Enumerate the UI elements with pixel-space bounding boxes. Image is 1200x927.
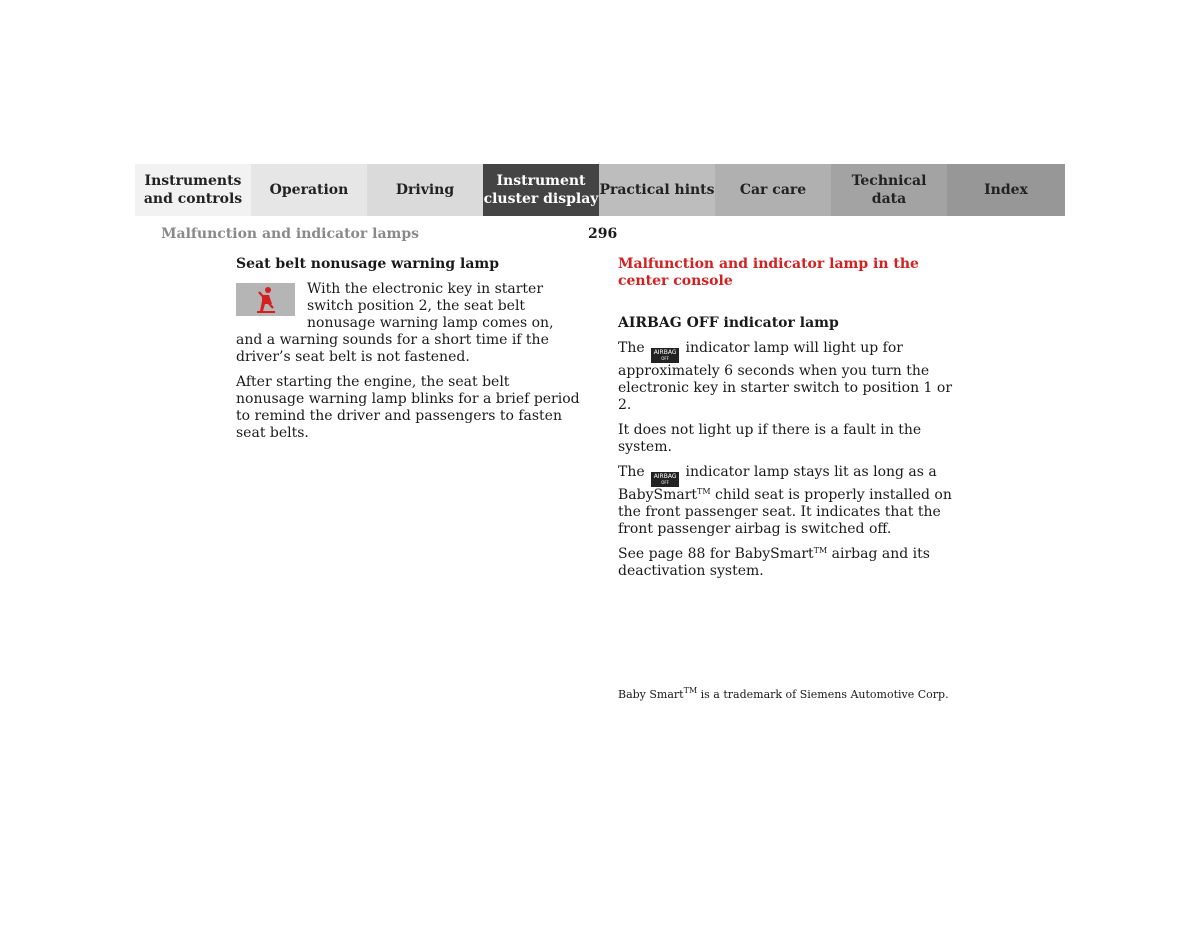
airbag-para-4 [618, 546, 968, 580]
tab-car-care[interactable]: Car care [715, 164, 831, 216]
text-fragment: indicator lamp stays lit as long as a BabySmart [618, 464, 937, 503]
tab-instrument-cluster-display[interactable]: Instrument cluster display [483, 164, 599, 216]
text-fragment: indicator lamp will light up for approximately 6 seconds when you turn the electronic key in starter switch to position 1 or 2. [618, 340, 953, 413]
seat-belt-para-1: With the electronic key in starter switch position 2, the seat belt nonusage warning lamp comes on, and a warning sounds for a short time if the driver’s seat belt is not fastened. [236, 281, 554, 365]
text-fragment: Baby Smart [618, 688, 684, 701]
airbag-off-icon-label: AIRBAG [653, 473, 677, 480]
trademark-mark: TM [697, 487, 711, 496]
airbag-para-3 [618, 464, 968, 538]
airbag-off-icon-sublabel: OFF [661, 356, 669, 361]
seat-belt-para-2: After starting the engine, the seat belt nonusage warning lamp blinks for a brief period to remind the driver and passengers to fasten seat belts. [236, 374, 580, 441]
tab-driving[interactable]: Driving [367, 164, 483, 216]
chapter-tabs [135, 164, 1065, 216]
tab-technical-data[interactable]: Technical data [831, 164, 947, 216]
seat-belt-heading: Seat belt nonusage warning lamp [236, 256, 500, 272]
airbag-off-icon-sublabel: OFF [661, 480, 669, 485]
tab-operation[interactable]: Operation [251, 164, 367, 216]
text-fragment: See page 88 for BabySmart [618, 546, 814, 562]
text-fragment: The [618, 340, 645, 356]
airbag-off-icon-label: AIRBAG [653, 349, 677, 356]
airbag-off-icon [651, 472, 679, 487]
trademark-mark: TM [813, 546, 828, 555]
tab-index[interactable]: Index [947, 164, 1065, 216]
right-column [618, 256, 968, 588]
trademark-mark: TM [683, 686, 698, 695]
airbag-off-heading: AIRBAG OFF indicator lamp [618, 315, 839, 331]
text-fragment: airbag and its deactivation system. [618, 546, 930, 579]
tab-practical-hints[interactable]: Practical hints [599, 164, 715, 216]
trademark-footnote [618, 688, 949, 701]
page-number: 296 [588, 226, 618, 242]
left-column [236, 256, 581, 450]
airbag-para-2: It does not light up if there is a fault in the system. [618, 422, 922, 455]
airbag-para-1 [618, 340, 968, 414]
airbag-off-icon [651, 348, 679, 363]
tab-instruments-and-controls[interactable]: Instruments and controls [135, 164, 251, 216]
center-console-heading: Malfunction and indicator lamp in the center console [618, 256, 919, 289]
seat-belt-warning-icon [236, 283, 295, 316]
text-fragment: The [618, 464, 645, 480]
text-fragment: child seat is properly installed on the front passenger seat. It indicates that the front passenger airbag is switched off. [618, 487, 952, 537]
section-title: Malfunction and indicator lamps [161, 226, 420, 242]
text-fragment: is a trademark of Siemens Automotive Corp. [697, 688, 949, 701]
